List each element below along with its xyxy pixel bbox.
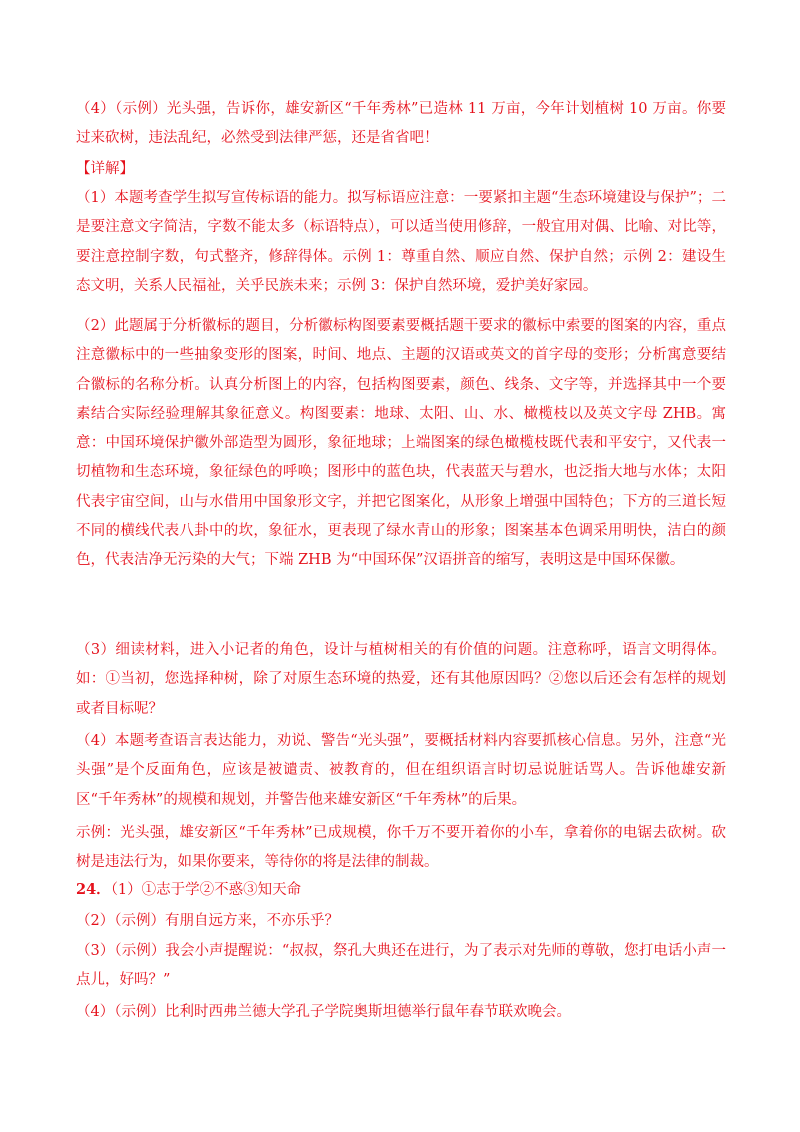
question-24-answer-1-text: （1）①志于学②不惑③知天命 [110, 882, 302, 898]
question-24-answer-3: （3）（示例）我会小声提醒说：“叔叔，祭孔大典还在进行，为了表示对先师的尊敬，您打电话小声一点儿，好吗？” [76, 943, 726, 989]
detail-heading: 【详解】 [76, 161, 134, 177]
question-24-answer-1 [76, 880, 301, 900]
detail-paragraph-4-example: 示例：光头强，雄安新区“千年秀林”已成规模，你千万不要开着你的小车，拿着你的电锯去砍树。砍树是违法行为，如果你要来，等待你的将是法律的制裁。 [76, 825, 726, 871]
detail-paragraph-4: （4）本题考查语言表达能力，劝说、警告“光头强”，要概括材料内容要抓核心信息。另外，注意“光头强”是个反面角色，应该是被谴责、被教育的，但在组织语言时切忌说脏话骂人。告诉他雄安新区“千年秀林”的规模和规划，并警告他来雄安新区“千年秀林”的后果。 [76, 733, 726, 808]
detail-paragraph-2: （2）此题属于分析徽标的题目，分析徽标构图要素要概括题干要求的徽标中索要的图案的内容，重点注意徽标中的一些抽象变形的图案，时间、地点、主题的汉语或英文的首字母的变形；分析寓意要结合徽标的名称分析。认真分析图上的内容，包括构图要素，颜色、线条、文字等，并选择其中一个要素结合实际经验理解其象征意义。构图要素：地球、太阳、山、水、橄榄枝以及英文字母 ZHB。寓意：中国环境保护徽外部造型为圆形，象征地球；上端图案的绿色橄榄枝既代表和平安宁，又代表一切植物和生态环境，象征绿色的呼唤；图形中的蓝色块，代表蓝天与碧水，也泛指大地与水体；太阳代表宇宙空间，山与水借用中国象形文字，并把它图案化，从形象上增强中国特色；下方的三道长短不同的横线代表八卦中的坎，象征水，更表现了绿水青山的形象；图案基本色调采用明快，洁白的颜色，代表洁净无污染的大气；下端 ZHB 为“中国环保”汉语拼音的缩写，表明这是中国环保徽。 [76, 318, 726, 569]
detail-paragraph-1: （1）本题考查学生拟写宣传标语的能力。拟写标语应注意：一要紧扣主题“生态环境建设与保护”；二是要注意文字简洁，字数不能太多（标语特点），可以适当使用修辞，一般宜用对偶、比喻、对比等，要注意控制字数，句式整齐，修辞得体。示例 1：尊重自然、顺应自然、保护自然；示例 2：建设生态文明，关系人民福祉，关乎民族未来；示例 3：保护自然环境，爱护美好家园。 [76, 190, 726, 294]
detail-paragraph-3: （3）细读材料，进入小记者的角色，设计与植树相关的有价值的问题。注意称呼，语言文明得体。如：①当初，您选择种树，除了对原生态环境的热爱，还有其他原因吗？②您以后还会有怎样的规划或者目标呢？ [76, 642, 726, 717]
question-24-number: 24． [76, 881, 111, 898]
question-24-answer-4: （4）（示例）比利时西弗兰德大学孔子学院奥斯坦德举行鼠年春节联欢晚会。 [76, 1004, 571, 1020]
answer-4-example: （4）（示例）光头强，告诉你，雄安新区“千年秀林”已造林 11 万亩，今年计划植树 10 万亩。你要过来砍树，违法乱纪，必然受到法律严惩，还是省省吧！ [76, 101, 726, 147]
question-24-answer-2: （2）（示例）有朋自远方来，不亦乐乎？ [76, 913, 339, 929]
